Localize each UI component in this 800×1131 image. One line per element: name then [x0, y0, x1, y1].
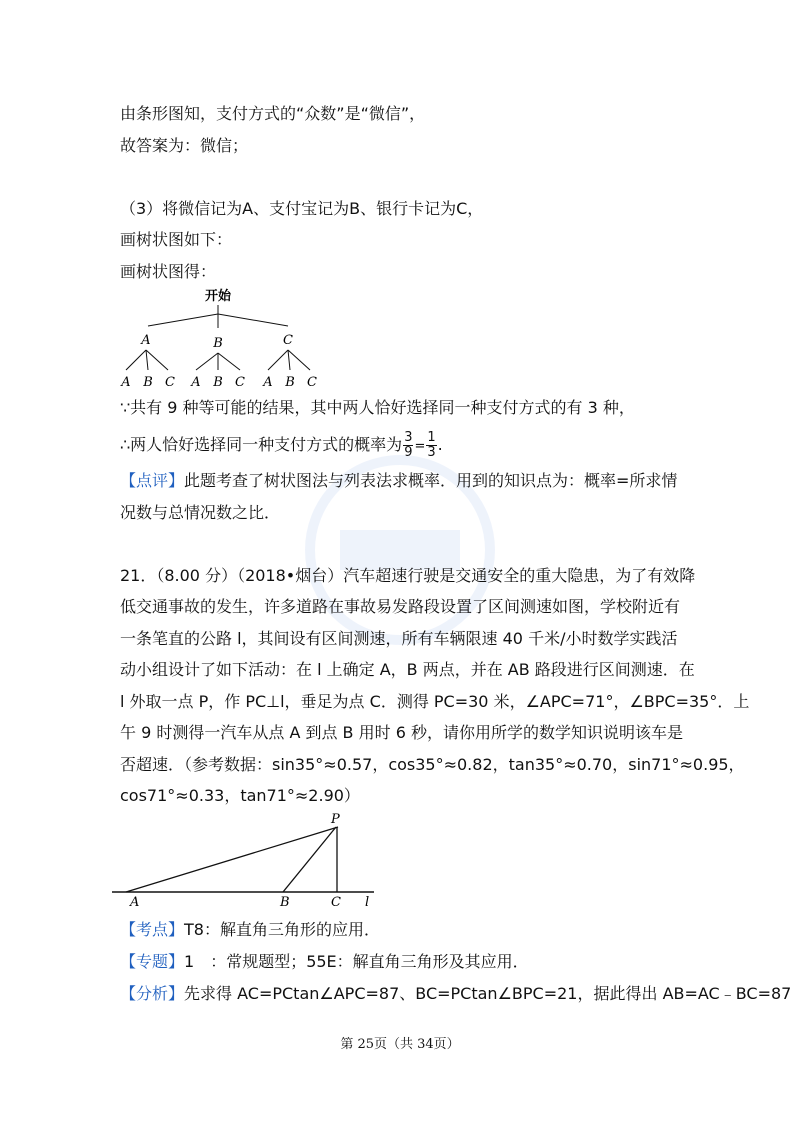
question-line-6: 午 9 时测得一汽车从点 A 到点 B 用时 6 秒，请你用所学的数学知识说明该车是	[120, 723, 683, 742]
comment-text: 此题考查了树状图法与列表法求概率．用到的知识点为：概率=所求情	[184, 471, 678, 490]
fenxi-line	[120, 984, 791, 1004]
tree-l2-3: C	[165, 375, 175, 390]
label-b: B	[280, 895, 290, 908]
kaodian-line	[120, 920, 380, 940]
comment-tag: 【点评】	[120, 471, 185, 490]
question-line-4: 动小组设计了如下活动：在 l 上确定 A，B 两点，并在 AB 路段进行区间测速．在	[120, 660, 695, 679]
text-line-7: ∴两人恰好选择同一种支付方式的概率为 $\frac{3}{9}$ = $\frac{1}{3}$ .	[120, 430, 443, 460]
tree-l2-7: A	[263, 375, 273, 390]
zhuanti-tag: 【专题】	[120, 952, 185, 971]
text-line-4: 画树状图如下：	[120, 230, 233, 249]
page-footer: 第 25页（共 34页）	[340, 1037, 460, 1052]
tree-l2-1: A	[121, 375, 131, 390]
label-p: P	[331, 812, 340, 827]
question-line-5: l 外取一点 P，作 PC⊥l，垂足为点 C．测得 PC=30 米，∠APC=71°，∠BPC=35°．上	[120, 692, 750, 711]
comment-line	[120, 471, 677, 491]
fraction-1-3: $\frac{1}{3}$	[427, 430, 436, 460]
tree-l1-b: B	[213, 336, 223, 351]
tree-l2-4: A	[191, 375, 201, 390]
text-line-5: 画树状图得：	[120, 262, 217, 281]
probability-sentence: ∴两人恰好选择同一种支付方式的概率为	[120, 435, 403, 454]
tree-l2-6: C	[235, 375, 245, 390]
kaodian-tag: 【考点】	[120, 920, 185, 939]
fenxi-text: 先求得 AC=PCtan∠APC=87、BC=PCtan∠BPC=21，据此得出 AB=AC﹣BC=87	[184, 984, 792, 1003]
tree-l1-c: C	[283, 333, 293, 348]
question-line-2: 低交通事故的发生，许多道路在事故易发路段设置了区间测速如图，学校附近有	[120, 597, 681, 616]
text-line-3: （3）将微信记为A、支付宝记为B、银行卡记为C，	[120, 199, 484, 218]
text-line-9: 况数与总情况数之比．	[120, 503, 281, 522]
question-line-1: 21．（8.00 分）（2018•烟台）汽车超速行驶是交通安全的重大隐患，为了有效降	[120, 566, 696, 585]
zhuanti-text: 1 ：常规题型；55E：解直角三角形及其应用．	[184, 952, 529, 971]
label-l: l	[365, 895, 370, 908]
geometry-figure	[112, 808, 382, 908]
text-line-2: 故答案为：微信；	[120, 136, 249, 155]
zhuanti-line	[120, 952, 529, 972]
equals-sign: =	[414, 439, 426, 454]
tree-diagram	[110, 284, 330, 394]
question-line-3: 一条笔直的公路 l，其间设有区间测速，所有车辆限速 40 千米/小时数学实践活	[120, 629, 678, 648]
question-line-7: 否超速．（参考数据：sin35°≈0.57，cos35°≈0.82，tan35°≈0.70，sin71°≈0.95，	[120, 755, 745, 774]
tree-l2-8: B	[285, 375, 295, 390]
tree-l1-a: A	[141, 333, 151, 348]
question-line-8: cos71°≈0.33，tan71°≈2.90）	[120, 786, 360, 805]
label-c: C	[331, 895, 341, 908]
label-a: A	[130, 895, 140, 908]
text-line-6: ∵共有 9 种等可能的结果，其中两人恰好选择同一种支付方式的有 3 种，	[120, 398, 635, 417]
tree-l2-2: B	[143, 375, 153, 390]
tree-l2-5: B	[213, 375, 223, 390]
fraction-3-9: $\frac{3}{9}$	[404, 430, 413, 460]
tree-root: 开始	[204, 289, 232, 304]
tree-l2-9: C	[307, 375, 317, 390]
kaodian-text: T8：解直角三角形的应用．	[184, 920, 380, 939]
text-line-1: 由条形图知，支付方式的“众数”是“微信”，	[120, 104, 426, 123]
fenxi-tag: 【分析】	[120, 984, 185, 1003]
